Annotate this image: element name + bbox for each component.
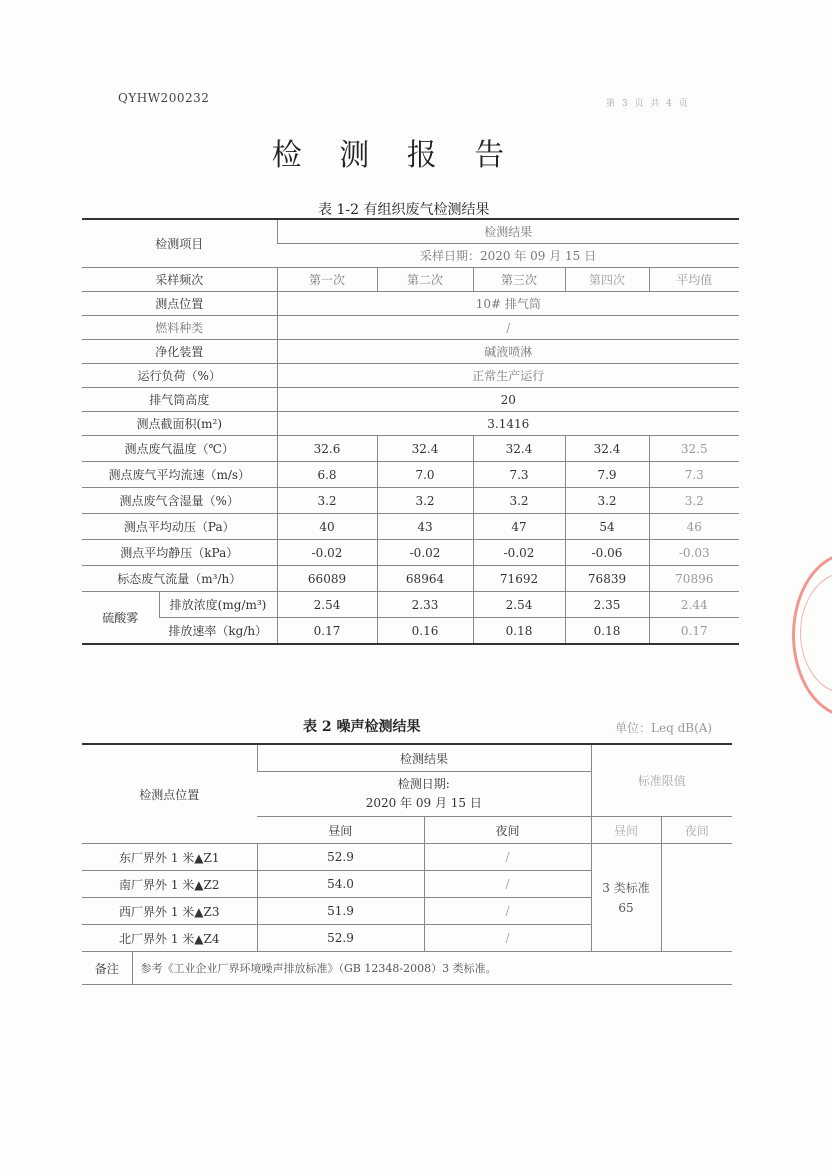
pollutant-label: 硫酸雾 [82,592,159,645]
area-label: 测点截面积(m²) [82,412,277,436]
cell: 32.4 [377,436,473,462]
table-row [82,436,739,462]
freq-4: 第四次 [565,268,649,292]
cell: 0.18 [473,618,565,645]
item-header: 检测项目 [82,219,277,268]
cell: 2.54 [277,592,377,618]
purifier-label: 净化装置 [82,340,277,364]
point-location: 南厂界外 1 米▲Z2 [82,871,257,898]
freq-1: 第一次 [277,268,377,292]
std-night-header: 夜间 [661,817,732,844]
cell: 47 [473,514,565,540]
cell: -0.02 [277,540,377,566]
cell: 2.54 [473,592,565,618]
load-value: 正常生产运行 [277,364,739,388]
cell: 32.4 [565,436,649,462]
table-row [82,462,739,488]
day-value: 54.0 [257,871,424,898]
day-value: 52.9 [257,844,424,871]
row-label: 测点平均静压（kPa） [82,540,277,566]
cell: 32.5 [649,436,739,462]
rate-label: 排放速率（kg/h） [159,618,277,645]
std-day-header: 昼间 [591,817,661,844]
test-date [257,772,591,817]
cell: 2.44 [649,592,739,618]
stack-height-label: 排气筒高度 [82,388,277,412]
cell: 7.3 [473,462,565,488]
cell: 68964 [377,566,473,592]
cell: 40 [277,514,377,540]
cell: 7.3 [649,462,739,488]
page-number: 第 3 页 共 4 页 [606,99,690,109]
cell: 2.35 [565,592,649,618]
cell: 71692 [473,566,565,592]
conc-label: 排放浓度(mg/m³) [159,592,277,618]
cell: 3.2 [649,488,739,514]
result-header: 检测结果 [257,744,591,772]
date-label: 检测日期: [397,777,450,791]
freq-3: 第三次 [473,268,565,292]
cell: 76839 [565,566,649,592]
row-label: 测点平均动压（Pa） [82,514,277,540]
remark-label: 备注 [82,952,132,985]
night-value: / [424,844,591,871]
night-value: / [424,925,591,952]
cell: 0.17 [277,618,377,645]
date-value: 2020 年 09 月 15 日 [365,796,482,810]
cell: 7.9 [565,462,649,488]
row-label: 测点废气平均流速（m/s） [82,462,277,488]
table-row [82,844,732,871]
cell: 0.18 [565,618,649,645]
cell: 0.17 [649,618,739,645]
location-value: 10# 排气筒 [277,292,739,316]
result-header: 检测结果 [277,219,739,244]
exhaust-gas-results-table [82,218,739,645]
location-header: 检测点位置 [82,744,257,844]
document-id: QYHW200232 [118,91,210,105]
row-label: 标态废气流量（m³/h） [82,566,277,592]
cell: -0.06 [565,540,649,566]
cell: 6.8 [277,462,377,488]
std-night-value [661,844,732,952]
remark-text: 参考《工业企业厂界环境噪声排放标准》（GB 12348-2008）3 类标准。 [132,952,732,985]
std-day-value [591,844,661,952]
cell: 70896 [649,566,739,592]
night-value: / [424,898,591,925]
row-label: 测点废气含湿量（%） [82,488,277,514]
point-location: 东厂界外 1 米▲Z1 [82,844,257,871]
cell: 66089 [277,566,377,592]
noise-results-table [82,743,732,985]
night-header: 夜间 [424,817,591,844]
cell: 2.33 [377,592,473,618]
std-day-line1: 3 类标准 [602,880,650,895]
cell: 32.6 [277,436,377,462]
table-row [82,540,739,566]
cell: 7.0 [377,462,473,488]
freq-label: 采样频次 [82,268,277,292]
area-value: 3.1416 [277,412,739,436]
table-row [82,488,739,514]
cell: 0.16 [377,618,473,645]
document-title: 检 测 报 告 [271,138,519,173]
cell: 43 [377,514,473,540]
table-row [82,566,739,592]
cell: 3.2 [377,488,473,514]
day-value: 51.9 [257,898,424,925]
table2-caption: 表 2 噪声检测结果 [303,719,421,735]
cell: 54 [565,514,649,540]
remark-row [82,952,732,985]
sample-date: 采样日期：2020 年 09 月 15 日 [277,244,739,268]
point-location: 北厂界外 1 米▲Z4 [82,925,257,952]
table1-caption: 表 1-2 有组织废气检测结果 [318,202,490,218]
cell: -0.02 [377,540,473,566]
limit-header: 标准限值 [591,744,732,817]
row-label: 测点废气温度（℃） [82,436,277,462]
purifier-value: 碱液喷淋 [277,340,739,364]
fuel-value: / [277,316,739,340]
cell: 46 [649,514,739,540]
freq-2: 第二次 [377,268,473,292]
load-label: 运行负荷（%） [82,364,277,388]
fuel-label: 燃料种类 [82,316,277,340]
stack-height-value: 20 [277,388,739,412]
day-value: 52.9 [257,925,424,952]
cell: -0.03 [649,540,739,566]
cell: 3.2 [277,488,377,514]
cell: 3.2 [473,488,565,514]
table-row [82,618,739,645]
table-row [82,592,739,618]
cell: 3.2 [565,488,649,514]
point-location: 西厂界外 1 米▲Z3 [82,898,257,925]
cell: -0.02 [473,540,565,566]
table2-unit: 单位：Leq dB(A) [615,721,713,735]
night-value: / [424,871,591,898]
table-row [82,514,739,540]
freq-avg: 平均值 [649,268,739,292]
std-day-line2: 65 [618,900,634,915]
cell: 32.4 [473,436,565,462]
day-header: 昼间 [257,817,424,844]
location-label: 测点位置 [82,292,277,316]
